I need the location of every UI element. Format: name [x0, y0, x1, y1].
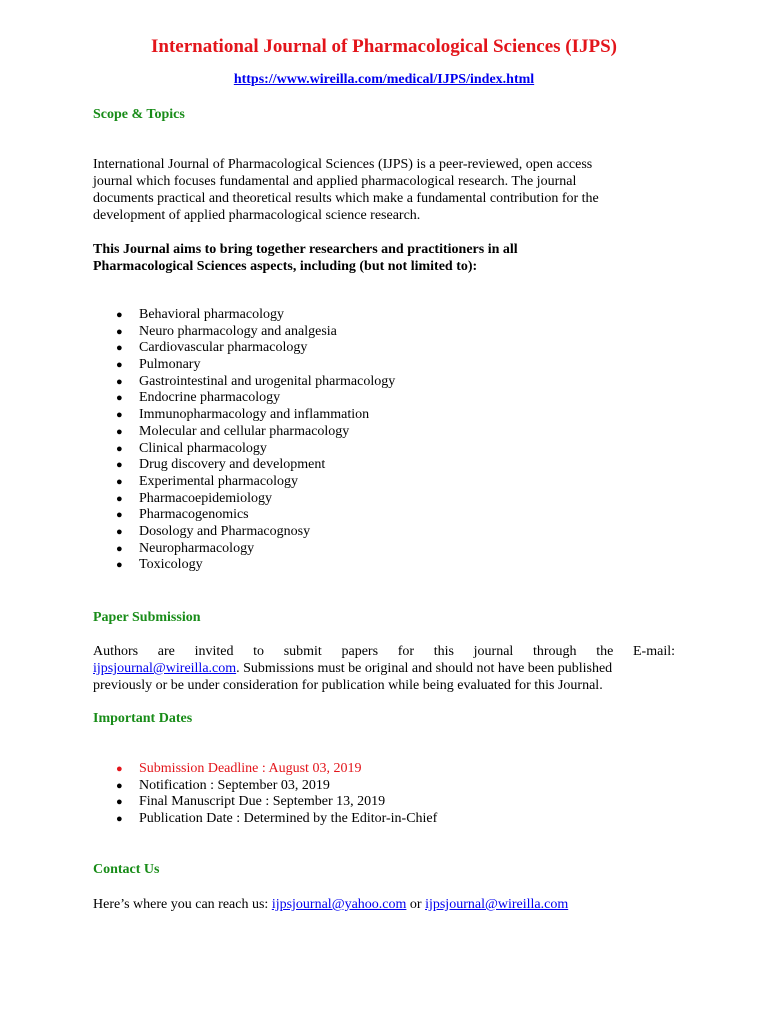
topic-item [93, 491, 395, 508]
bullet-icon: ● [116, 813, 123, 826]
contact-line [93, 896, 675, 913]
topic-item-label: Cardiovascular pharmacology [139, 340, 308, 356]
topic-item [93, 507, 395, 524]
bullet-icon: ● [116, 359, 123, 372]
topic-item [93, 340, 395, 357]
topic-item-label: Immunopharmacology and inflammation [139, 407, 370, 423]
topic-item [93, 357, 395, 374]
topic-item [93, 457, 395, 474]
scope-intro-line: documents practical and theoretical results which make a fundamental contribution for the [93, 191, 599, 206]
date-item [93, 778, 437, 795]
contact-separator: or [406, 897, 426, 912]
topic-item [93, 324, 395, 341]
topic-item-label: Experimental pharmacology [139, 473, 298, 489]
scope-intro [93, 156, 675, 224]
topic-item-label: Pharmacogenomics [139, 507, 249, 523]
topic-item [93, 524, 395, 541]
contact-email-yahoo-link[interactable]: ijpsjournal@yahoo.com [271, 897, 407, 912]
bullet-icon: ● [116, 542, 123, 555]
bullet-icon: ● [116, 392, 123, 405]
bullet-icon: ● [116, 525, 123, 538]
topic-item-label: Molecular and cellular pharmacology [139, 423, 350, 439]
topic-item-label: Pulmonary [139, 357, 201, 373]
bullet-icon: ● [116, 492, 123, 505]
topic-item [93, 424, 395, 441]
topic-item [93, 474, 395, 491]
date-item [93, 811, 437, 828]
submission-heading: Paper Submission [93, 610, 201, 625]
submission-line [93, 660, 675, 677]
journal-url-link[interactable]: https://www.wireilla.com/medical/IJPS/index.html [233, 72, 535, 87]
topic-item [93, 557, 395, 574]
topic-item-label: Clinical pharmacology [139, 440, 267, 456]
submission-paragraph [93, 643, 675, 694]
topics-list [93, 307, 395, 574]
topic-item-label: Behavioral pharmacology [139, 307, 285, 322]
submission-line: Authors are invited to submit papers for this journal through the E-mail: [93, 644, 675, 659]
topic-item-label: Endocrine pharmacology [139, 390, 281, 406]
date-item [93, 761, 437, 778]
bullet-icon: ● [116, 779, 123, 792]
topic-item [93, 390, 395, 407]
scope-heading: Scope & Topics [93, 107, 185, 122]
journal-title: International Journal of Pharmacological Sciences (IJPS) [151, 36, 617, 57]
scope-intro-line: journal which focuses fundamental and applied pharmacological research. The journal [93, 174, 577, 189]
date-item-label: Notification : September 03, 2019 [139, 777, 330, 793]
contact-prefix: Here’s where you can reach us: [93, 897, 272, 912]
topic-item [93, 541, 395, 558]
bullet-icon: ● [116, 475, 123, 488]
bullet-icon: ● [116, 442, 123, 455]
topic-item-label: Dosology and Pharmacognosy [139, 523, 311, 539]
bullet-icon: ● [116, 325, 123, 338]
submission-line: previously or be under consideration for publication while being evaluated for this Journal. [93, 678, 603, 693]
bullet-icon: ● [116, 342, 123, 355]
bullet-icon: ● [116, 375, 123, 388]
submission-line-text: . Submissions must be original and should not have been published [236, 661, 613, 676]
contact-heading: Contact Us [93, 862, 160, 877]
bullet-icon: ● [116, 409, 123, 422]
date-item-label: Final Manuscript Due : September 13, 2019 [139, 794, 386, 810]
date-item-label: Submission Deadline : August 03, 2019 [139, 761, 362, 776]
topic-item-label: Toxicology [139, 557, 203, 573]
dates-heading: Important Dates [93, 711, 193, 726]
dates-list [93, 761, 437, 828]
scope-aims [93, 241, 675, 275]
topic-item-label: Pharmacoepidemiology [139, 490, 272, 506]
date-item [93, 794, 437, 811]
contact-text-line [93, 896, 675, 913]
contact-email-wireilla-link[interactable]: ijpsjournal@wireilla.com [425, 897, 569, 912]
scope-intro-line: International Journal of Pharmacological Sciences (IJPS) is a peer-reviewed, open access [93, 157, 593, 172]
topic-item-label: Neuropharmacology [139, 540, 255, 556]
bullet-icon: ● [116, 763, 123, 775]
bullet-icon: ● [116, 796, 123, 809]
topic-item [93, 307, 395, 324]
bullet-icon: ● [116, 559, 123, 572]
topic-item [93, 407, 395, 424]
topic-item [93, 441, 395, 458]
topic-item-label: Gastrointestinal and urogenital pharmacology [139, 373, 396, 389]
bullet-icon: ● [116, 309, 123, 321]
topic-item-label: Neuro pharmacology and analgesia [139, 323, 337, 339]
scope-aims-line: This Journal aims to bring together researchers and practitioners in all [93, 242, 518, 257]
topic-item [93, 374, 395, 391]
bullet-icon: ● [116, 425, 123, 438]
scope-intro-line: development of applied pharmacological science research. [93, 208, 421, 223]
scope-aims-line: Pharmacological Sciences aspects, including (but not limited to): [93, 259, 478, 274]
bullet-icon: ● [116, 509, 123, 522]
topic-item-label: Drug discovery and development [139, 457, 326, 473]
bullet-icon: ● [116, 459, 123, 472]
date-item-label: Publication Date : Determined by the Editor-in-Chief [139, 811, 438, 827]
submission-email-link[interactable]: ijpsjournal@wireilla.com [93, 661, 237, 676]
